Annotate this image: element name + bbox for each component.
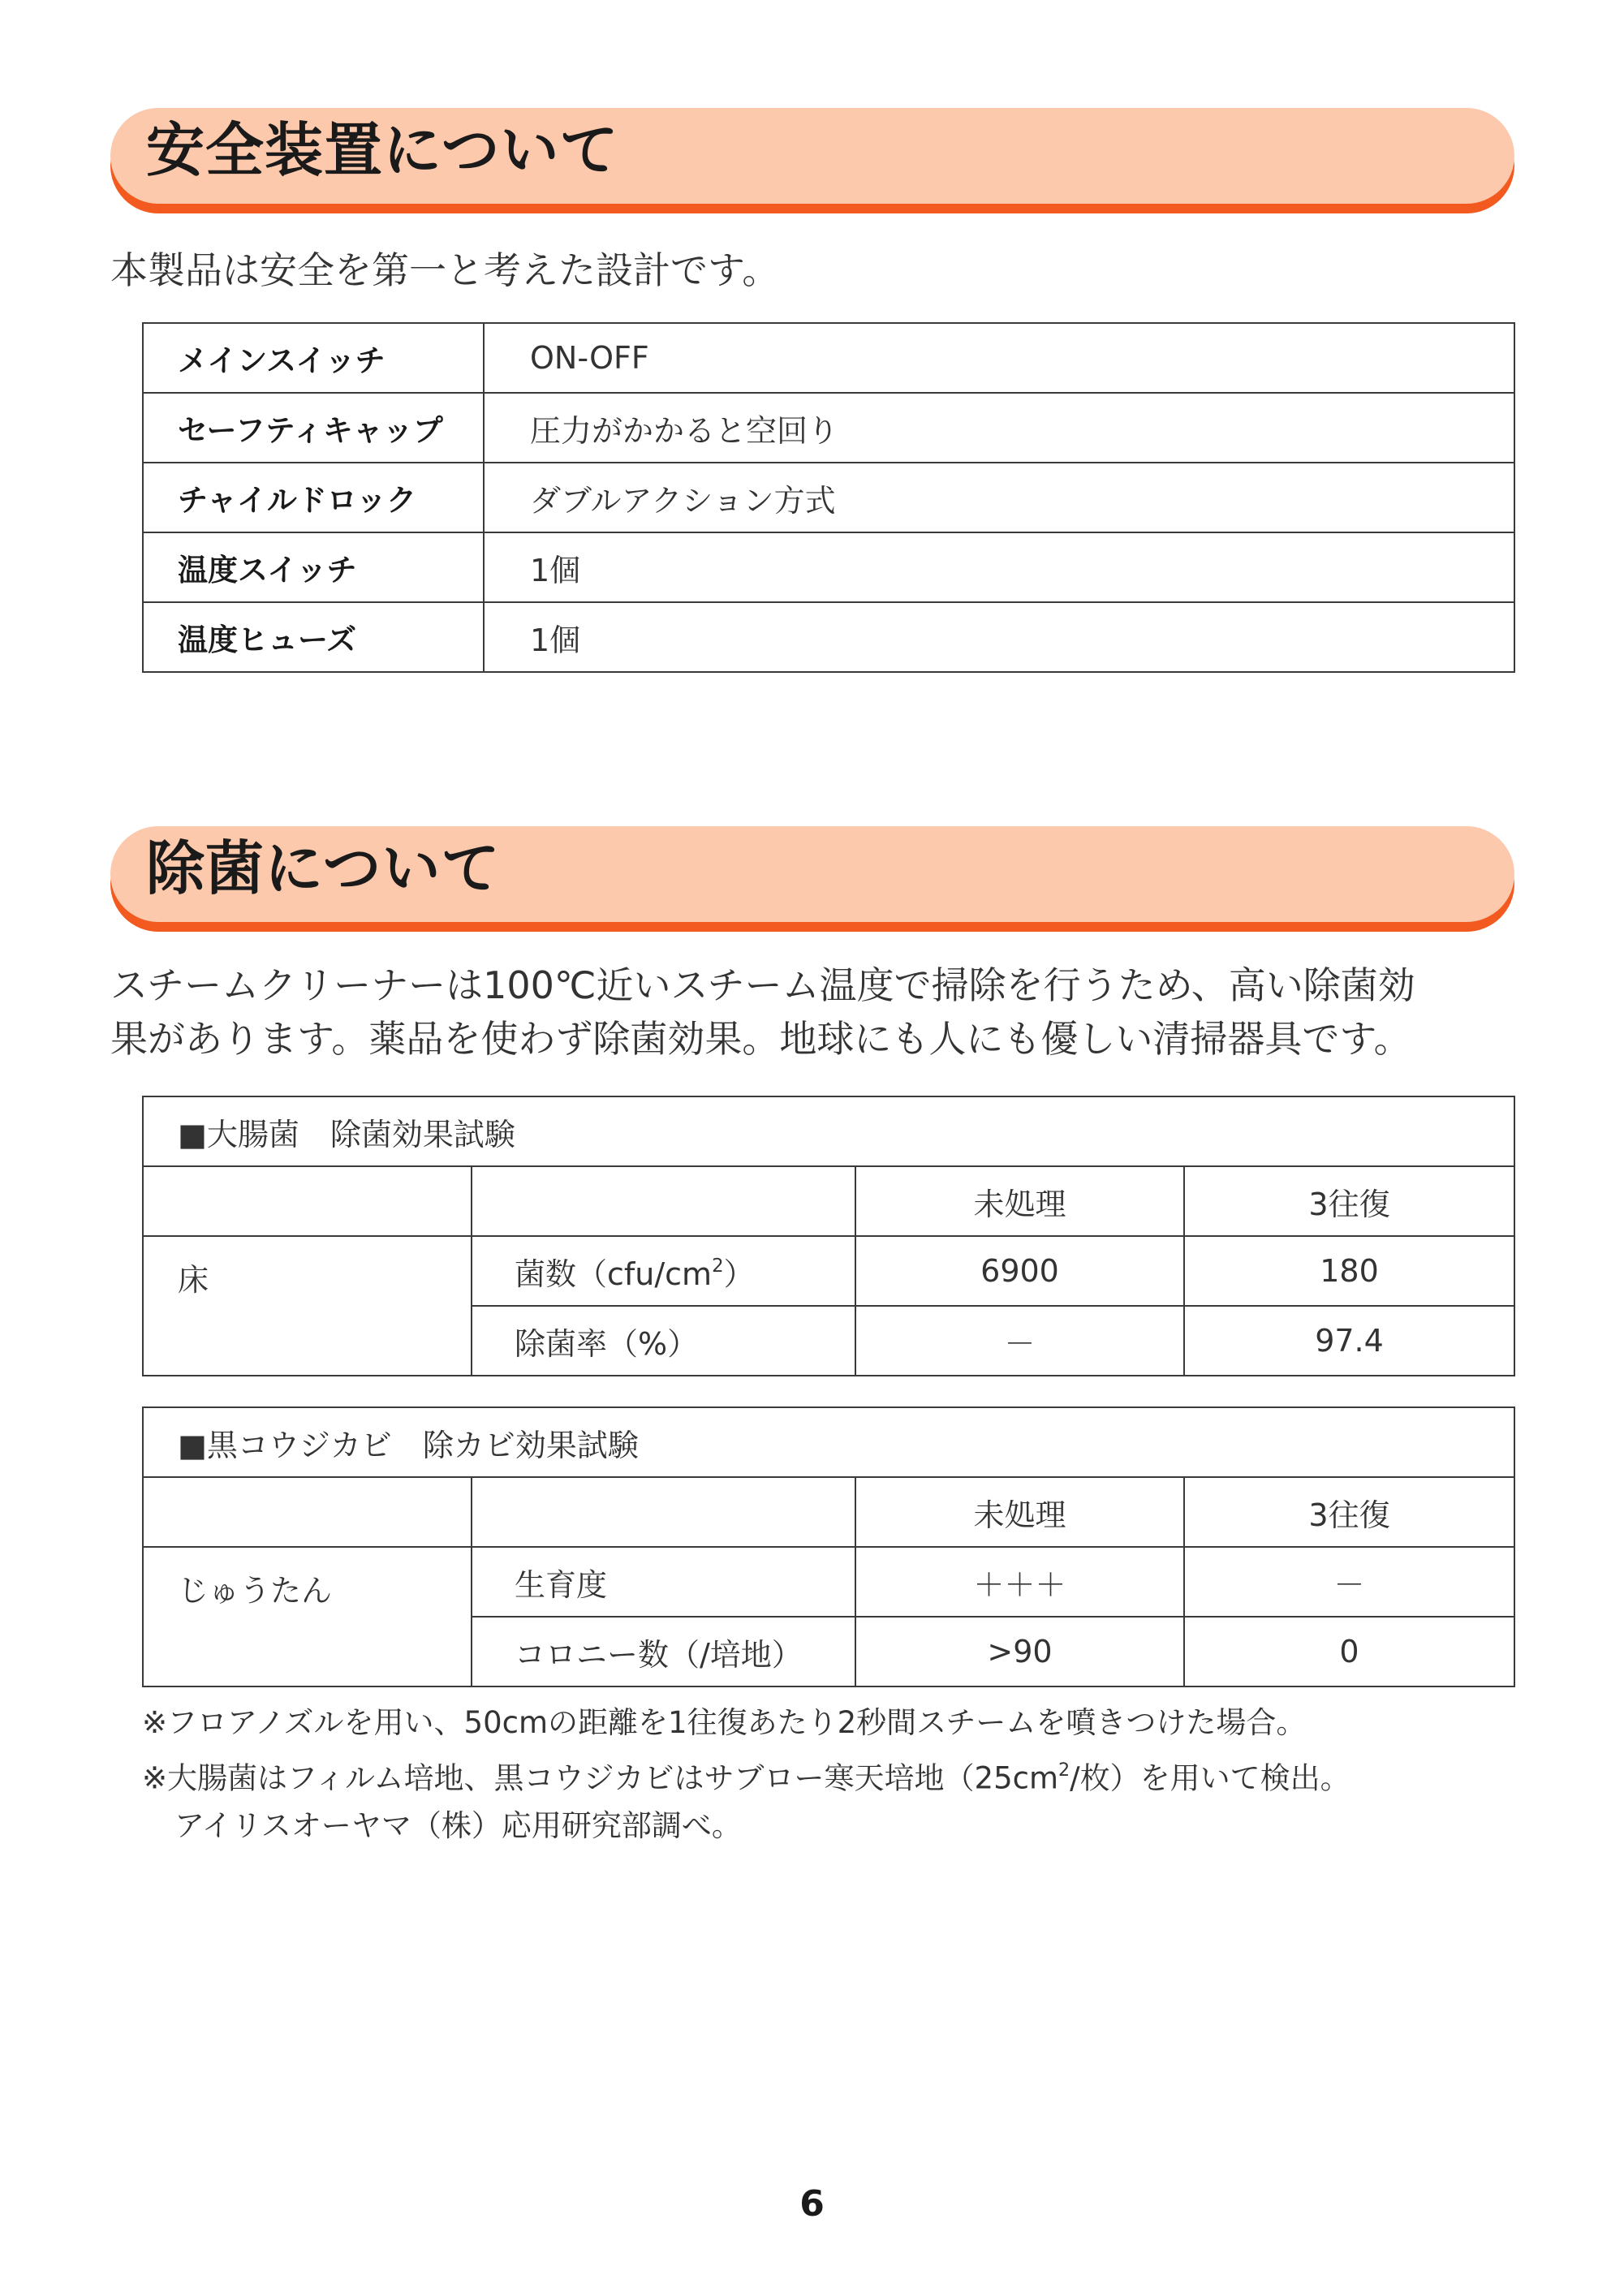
bacteria-count-label: 菌数$(cfu/cm^2)$ — [472, 1236, 855, 1306]
growth-untreated: ＋＋＋ — [855, 1547, 1184, 1617]
table-row — [143, 1477, 1514, 1547]
empty-cell — [143, 1166, 472, 1236]
col-untreated: 未処理 — [855, 1477, 1184, 1547]
table-row — [143, 393, 1514, 463]
bacteria-count-untreated: 6900 — [855, 1236, 1184, 1306]
safety-heading-banner — [110, 108, 1514, 204]
ecoli-table-title: ■大腸菌 除菌効果試験 — [143, 1096, 1514, 1166]
bacteria-count-three: 180 — [1184, 1236, 1514, 1306]
safety-devices-table — [142, 322, 1515, 673]
col-untreated: 未処理 — [855, 1166, 1184, 1236]
col-three-passes: 3往復 — [1184, 1166, 1514, 1236]
table-row — [143, 1096, 1514, 1166]
safety-value: ダブルアクション方式 — [484, 463, 1514, 532]
removal-rate-label: 除菌率（%） — [472, 1306, 855, 1376]
colony-count-untreated: >90 — [855, 1617, 1184, 1686]
safety-intro: 本製品は安全を第一と考えた設計です。 — [110, 248, 780, 292]
colony-count-label: コロニー数（/培地） — [472, 1617, 855, 1686]
safety-value: 1個 — [484, 602, 1514, 672]
sterilization-heading-banner — [110, 826, 1514, 922]
removal-rate-untreated: － — [855, 1306, 1184, 1376]
safety-key: チャイルドロック — [143, 463, 484, 532]
col-three-passes: 3往復 — [1184, 1477, 1514, 1547]
sterilization-heading: 除菌について — [146, 834, 501, 902]
table-row — [143, 1547, 1514, 1617]
footnote-1: ※フロアノズルを用い、50cmの距離を1往復あたり2秒間スチームを噴きつけた場合。 — [142, 1705, 1307, 1740]
growth-label: 生育度 — [472, 1547, 855, 1617]
table-row — [143, 532, 1514, 602]
table-row — [143, 1166, 1514, 1236]
safety-key: 温度スイッチ — [143, 532, 484, 602]
surface-carpet: じゅうたん — [143, 1547, 472, 1686]
table-row — [143, 1236, 1514, 1306]
safety-key: メインスイッチ — [143, 323, 484, 393]
safety-value: 1個 — [484, 532, 1514, 602]
safety-key: セーフティキャップ — [143, 393, 484, 463]
table-row — [143, 323, 1514, 393]
ecoli-test-table — [142, 1096, 1515, 1376]
footnote-2: ※大腸菌はフィルム培地、黒コウジカビはサブロー寒天培地（$25cm^2/$枚）を用いて検出。 — [142, 1760, 1350, 1796]
empty-cell — [143, 1477, 472, 1547]
footnotes — [142, 1699, 1350, 1850]
growth-three: － — [1184, 1547, 1514, 1617]
safety-heading: 安全装置について — [146, 116, 619, 184]
sterilization-intro-line1: スチームクリーナーは100℃近いスチーム温度で掃除を行うため、高い除菌効 — [110, 963, 1415, 1007]
sterilization-intro-line2: 果があります。薬品を使わず除菌効果。地球にも人にも優しい清掃器具です。 — [110, 1017, 1411, 1061]
surface-floor: 床 — [143, 1236, 472, 1376]
safety-key: 温度ヒューズ — [143, 602, 484, 672]
safety-value: ON-OFF — [484, 323, 1514, 393]
table-row — [143, 602, 1514, 672]
safety-value: 圧力がかかると空回り — [484, 393, 1514, 463]
table-row — [143, 463, 1514, 532]
mold-test-table — [142, 1406, 1515, 1687]
empty-cell — [472, 1166, 855, 1236]
table-row — [143, 1407, 1514, 1477]
page-number: 6 — [799, 2183, 825, 2225]
empty-cell — [472, 1477, 855, 1547]
mold-table-title: ■黒コウジカビ 除カビ効果試験 — [143, 1407, 1514, 1477]
removal-rate-three: 97.4 — [1184, 1306, 1514, 1376]
footnote-3: アイリスオーヤマ（株）応用研究部調べ。 — [174, 1807, 742, 1843]
colony-count-three: 0 — [1184, 1617, 1514, 1686]
